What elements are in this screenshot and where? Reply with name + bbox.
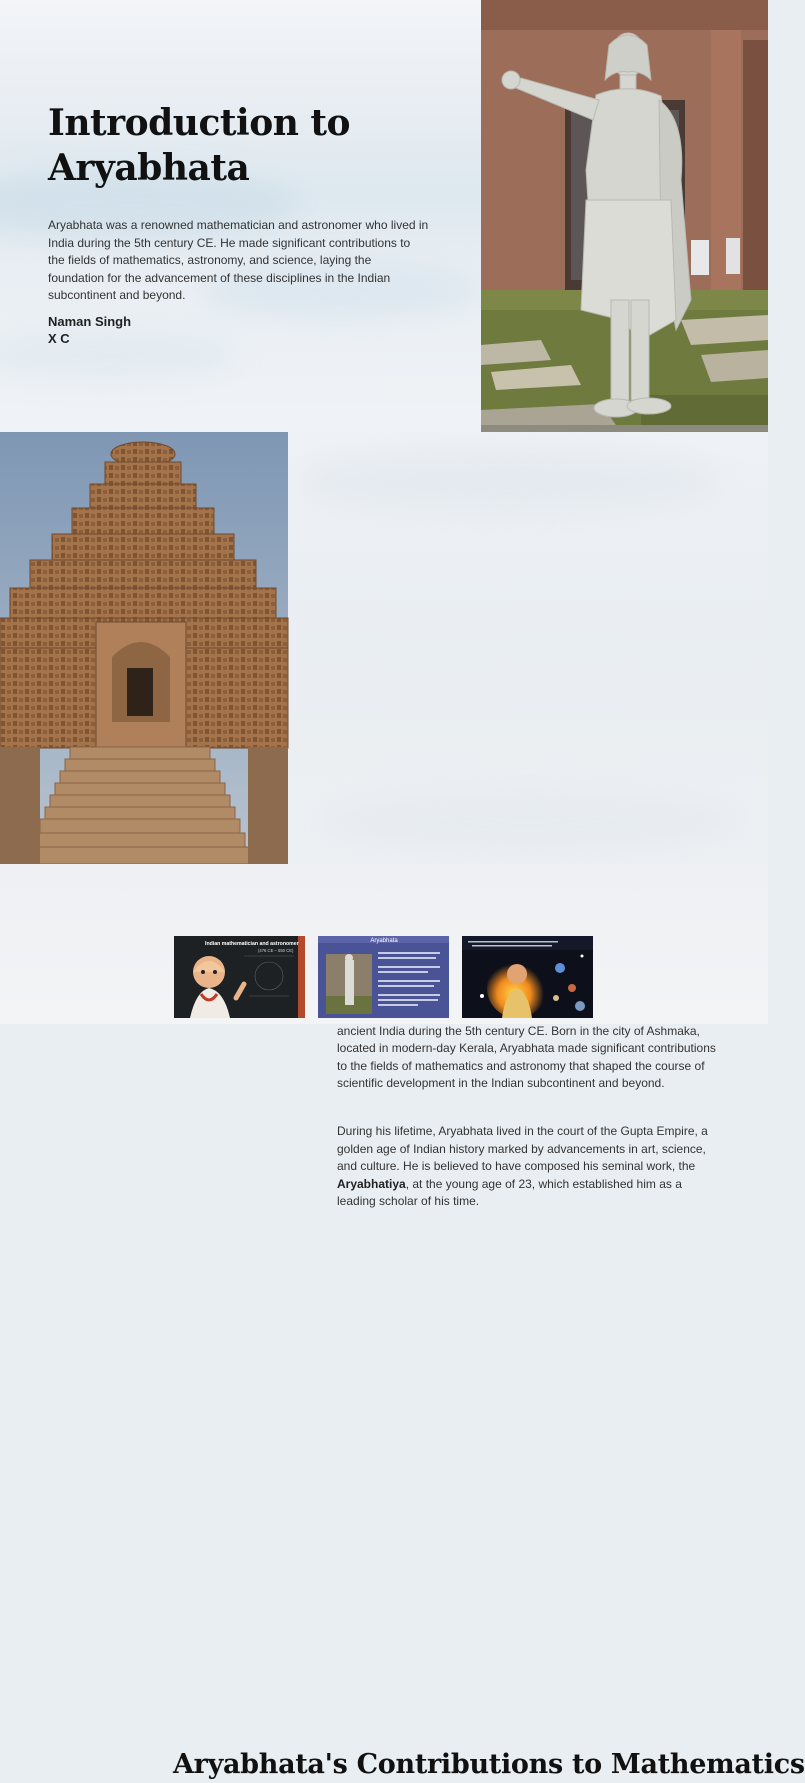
aryabhata-cartoon-image [174,936,305,1018]
paragraph-text: , at the young age of 23, which established him as a leading scholar of his time. [337,1176,682,1208]
aryabhata-statue-photo [481,0,768,432]
aryabhatiya-bold: Aryabhatiya [337,1176,406,1191]
thumbnail-aryabhata-illustration [174,936,305,1018]
life-paragraph-1: ancient India during the 5th century CE. Born in the city of Ashmaka, located in modern-day Kerala, Aryabhata made significant contributions to the fields of mathematics and astronomy that shaped the course of scientific development in the Indian subcontinent and beyond. [337,1023,716,1090]
paragraph-text: During his lifetime, Aryabhata lived in the court of the Gupta Empire, a golden age of Indian history marked by advancements in art, science, and culture. He is believed to have composed his seminal work, the [337,1124,708,1173]
slide-title: Introduction to Aryabhata [48,102,351,189]
thumbnail-aryabhata-cosmos [462,936,593,1018]
life-paragraph-2 [337,1123,719,1211]
author-name: Naman Singh [48,314,132,329]
sky-cloud [320,792,740,852]
slide-introduction [0,0,768,432]
intro-paragraph: Aryabhata was a renowned mathematician and astronomer who lived in India during the 5th century CE. He made significant contributions to the fields of mathematics, astronomy, and science, laying the foundation for the advancement of these disciplines in the Indian subcontinent and beyond. [48,218,429,302]
slide-title: Aryabhata's Contributions to Mathematics [173,1749,805,1780]
thumb1-caption: Indian mathematician and astronomer [205,941,299,947]
thumbnail-aryabhata-slide [318,936,449,1018]
thumb2-title: Aryabhata [370,938,398,944]
aryabhata-cosmos-image [462,936,593,1018]
sky-cloud [0,330,240,380]
author-class: X C [48,331,70,346]
konark-temple-photo [0,432,288,864]
thumb1-dates: (476 CE – 550 CE) [258,948,294,953]
aryabhata-statue-slide-image [318,936,449,1018]
sky-cloud [300,452,720,512]
